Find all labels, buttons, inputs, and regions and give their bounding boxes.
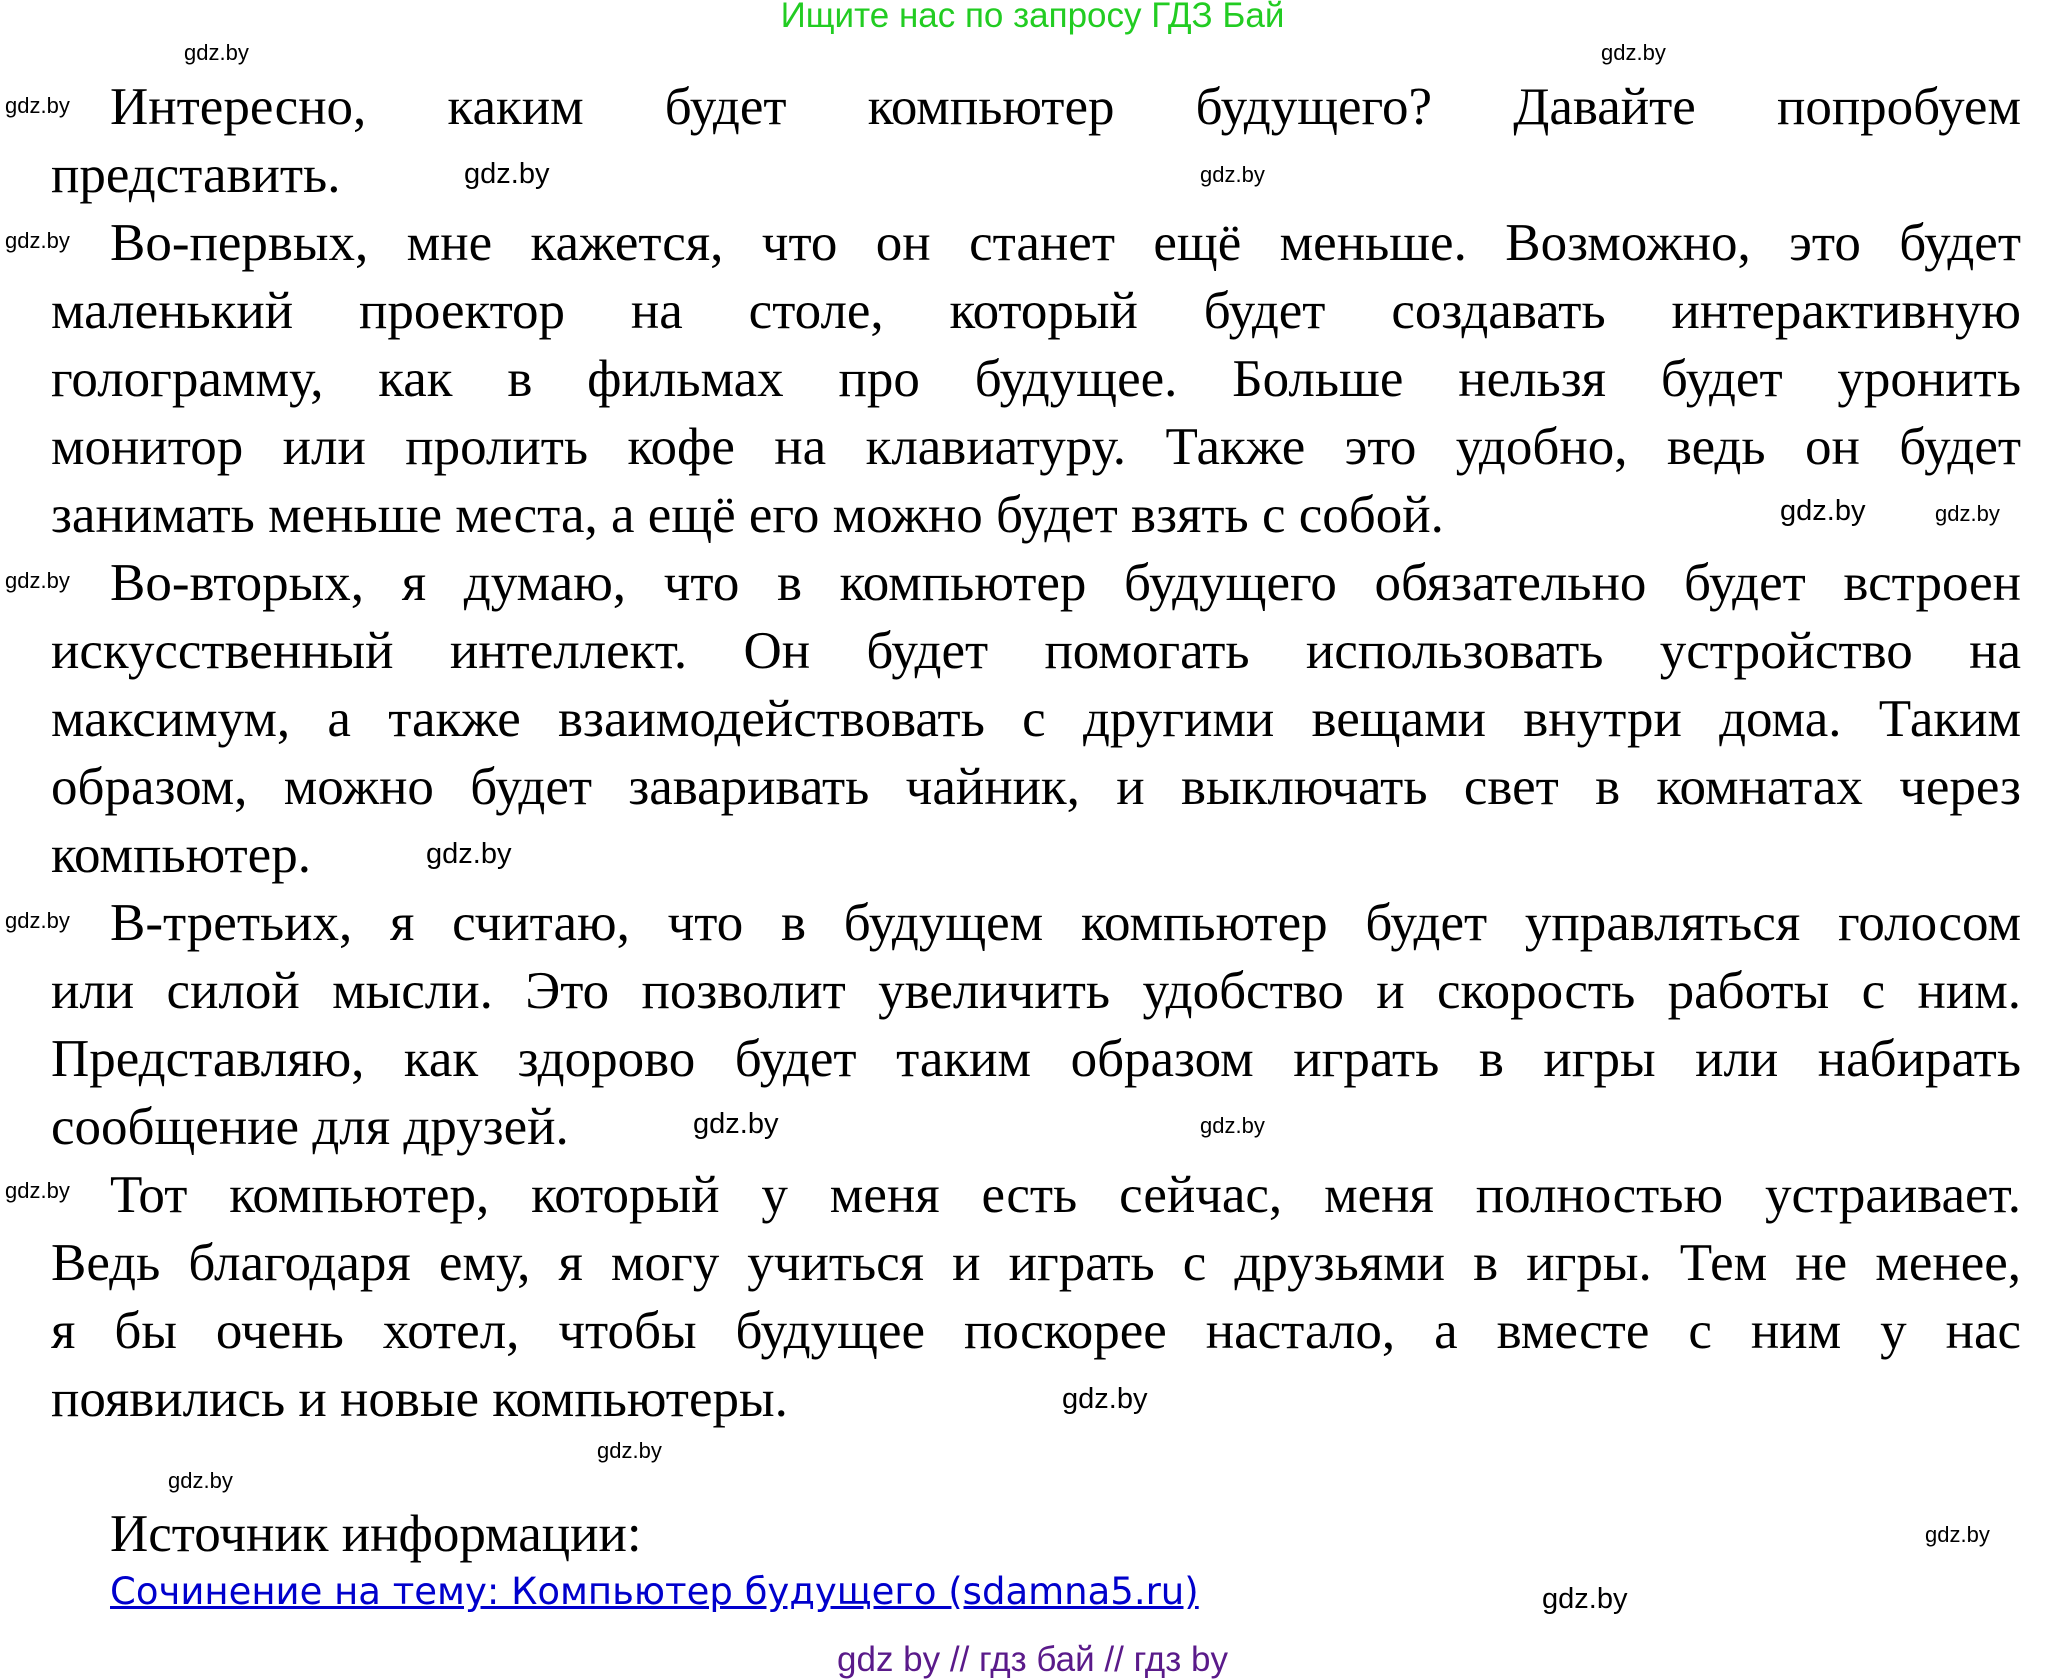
search-banner: Ищите нас по запросу ГДЗ Бай — [780, 0, 1285, 35]
gdz-watermark: gdz.by — [464, 158, 550, 190]
essay-line: Во-первых, мне кажется, что он станет ещё меньше. Возможно, это будет — [110, 214, 2021, 272]
essay-line: Интересно, каким будет компьютер будущего? Давайте попробуем — [110, 78, 2021, 136]
source-link[interactable]: Сочинение на тему: Компьютер будущего (sdamna5.ru) — [110, 1570, 1199, 1613]
gdz-watermark: gdz.by — [5, 1178, 70, 1203]
essay-line: я бы очень хотел, чтобы будущее поскорее настало, а вместе с ним у нас — [51, 1302, 2021, 1360]
essay-line: Во-вторых, я думаю, что в компьютер будущего обязательно будет встроен — [110, 554, 2021, 612]
essay-line: Тот компьютер, который у меня есть сейчас, меня полностью устраивает. — [110, 1166, 2021, 1224]
gdz-watermark: gdz.by — [1062, 1383, 1148, 1415]
gdz-watermark: gdz.by — [5, 568, 70, 593]
gdz-watermark: gdz.by — [597, 1438, 662, 1463]
essay-line: появились и новые компьютеры. — [51, 1370, 788, 1428]
gdz-watermark: gdz.by — [184, 40, 249, 65]
gdz-watermark: gdz.by — [5, 93, 70, 118]
source-heading: Источник информации: — [110, 1505, 642, 1563]
essay-line: образом, можно будет заваривать чайник, и выключать свет в комнатах через — [51, 758, 2021, 816]
gdz-watermark: gdz.by — [1925, 1522, 1990, 1547]
gdz-watermark: gdz.by — [426, 838, 512, 870]
gdz-watermark: gdz.by — [168, 1468, 233, 1493]
gdz-watermark: gdz.by — [1935, 501, 2000, 526]
gdz-watermark: gdz.by — [1601, 40, 1666, 65]
gdz-watermark: gdz.by — [1780, 495, 1866, 527]
gdz-watermark: gdz.by — [1542, 1583, 1628, 1615]
essay-line: компьютер. — [51, 826, 311, 884]
essay-line: занимать меньше места, а ещё его можно будет взять с собой. — [51, 486, 1444, 544]
essay-line: или силой мысли. Это позволит увеличить удобство и скорость работы с ним. — [51, 962, 2021, 1020]
essay-line: Представляю, как здорово будет таким образом играть в игры или набирать — [51, 1030, 2021, 1088]
essay-line: голограмму, как в фильмах про будущее. Больше нельзя будет уронить — [51, 350, 2021, 408]
gdz-watermark: gdz.by — [1200, 162, 1265, 187]
gdz-watermark: gdz.by — [693, 1108, 779, 1140]
essay-line: искусственный интеллект. Он будет помогать использовать устройство на — [51, 622, 2021, 680]
essay-line: монитор или пролить кофе на клавиатуру. Также это удобно, ведь он будет — [51, 418, 2021, 476]
essay-line: В-третьих, я считаю, что в будущем компьютер будет управляться голосом — [110, 894, 2021, 952]
essay-line: маленький проектор на столе, который будет создавать интерактивную — [51, 282, 2021, 340]
gdz-watermark: gdz.by — [5, 228, 70, 253]
essay-line: максимум, а также взаимодействовать с другими вещами внутри дома. Таким — [51, 690, 2021, 748]
gdz-watermark: gdz.by — [5, 908, 70, 933]
essay-line: Ведь благодаря ему, я могу учиться и играть с друзьями в игры. Тем не менее, — [51, 1234, 2021, 1292]
essay-line: представить. — [51, 146, 341, 204]
essay-line: сообщение для друзей. — [51, 1098, 569, 1156]
footer-watermark: gdz by // гдз бай // гдз by — [837, 1640, 1228, 1679]
gdz-watermark: gdz.by — [1200, 1113, 1265, 1138]
